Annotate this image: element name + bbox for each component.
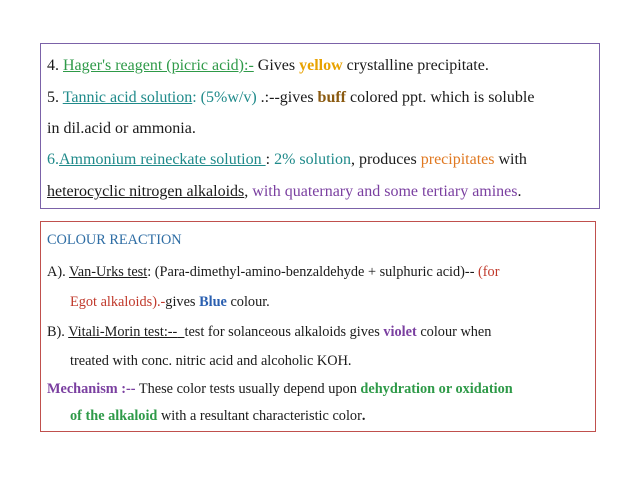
violet-highlight: violet	[383, 324, 417, 340]
colour-reaction-box	[40, 221, 596, 432]
van-urks-text-3: colour.	[226, 294, 270, 310]
hager-text-2: crystalline precipitate.	[342, 57, 489, 74]
buff-highlight: buff	[317, 89, 346, 106]
tannic-concentration: : (5%w/v)	[192, 89, 257, 106]
hager-number: 4.	[47, 57, 63, 74]
tannic-line-2	[47, 120, 196, 138]
van-urks-line	[47, 264, 499, 281]
mechanism-line	[47, 381, 513, 398]
hager-tannic-reineckate-box	[40, 43, 600, 209]
reineckate-line-2	[47, 183, 522, 201]
mechanism-end-period: .	[361, 408, 366, 424]
vitali-morin-text-1: test for solanceous alkaloids gives	[184, 324, 384, 340]
precipitates-highlight: precipitates	[420, 151, 495, 168]
vitali-morin-text-2: colour when	[416, 324, 492, 340]
dehydration-oxidation-highlight: dehydration or oxidation	[360, 381, 513, 397]
vitali-morin-prefix: B).	[47, 324, 69, 340]
blue-highlight: Blue	[199, 294, 227, 310]
colour-reaction-heading: COLOUR REACTION	[47, 232, 182, 248]
yellow-highlight: yellow	[299, 57, 343, 74]
ergot-alkaloids-text: Egot alkaloids).-	[70, 294, 166, 310]
hager-line	[47, 57, 489, 75]
tannic-reagent-name: Tannic acid solution	[62, 89, 193, 106]
reineckate-reagent-name: Ammonium reineckate solution	[59, 151, 266, 168]
tannic-text-2: colored ppt. which is soluble	[346, 89, 535, 106]
reineckate-number: 6.	[47, 151, 59, 168]
reineckate-text-4: .	[517, 183, 522, 200]
vitali-morin-text-3: treated with conc. nitric acid and alcoholic KOH.	[70, 353, 352, 369]
reineckate-text-1: , produces	[350, 151, 421, 168]
vitali-morin-line-2	[70, 353, 351, 370]
van-urks-prefix: A).	[47, 264, 69, 280]
van-urks-line-2	[70, 294, 270, 311]
van-urks-text-1: : (Para-dimethyl-amino-benzaldehyde + sulphuric acid)--	[147, 264, 479, 280]
amines-highlight: with quaternary and some tertiary amines	[252, 183, 518, 200]
heterocyclic-alkaloids: heterocyclic nitrogen alkaloids	[47, 183, 245, 200]
vitali-morin-line	[47, 324, 491, 341]
tannic-text-1: .:--gives	[256, 89, 318, 106]
mechanism-text-1: These color tests usually depend upon	[135, 381, 361, 397]
alkaloid-highlight: of the alkaloid	[70, 408, 158, 424]
tannic-text-3: in dil.acid or ammonia.	[47, 120, 196, 137]
reineckate-text-3: ,	[244, 183, 253, 200]
hager-text-1: Gives	[253, 57, 300, 74]
hager-reagent-name: Hager's reagent (picric acid):-	[63, 57, 254, 74]
tannic-line	[47, 89, 534, 107]
reineckate-text-2: with	[494, 151, 527, 168]
van-urks-test-name: Van-Urks test	[68, 264, 148, 280]
reineckate-line	[47, 151, 527, 169]
mechanism-label: Mechanism :--	[47, 381, 136, 397]
tannic-number: 5.	[47, 89, 63, 106]
reineckate-concentration: 2% solution	[274, 151, 351, 168]
reineckate-colon: :	[265, 151, 275, 168]
van-urks-text-2: gives	[165, 294, 200, 310]
mechanism-text-2: with a resultant characteristic color	[157, 408, 362, 424]
vitali-morin-test-name: Vitali-Morin test:--	[68, 324, 178, 340]
mechanism-line-2	[70, 408, 365, 425]
van-urks-red-text: (for	[478, 264, 500, 280]
